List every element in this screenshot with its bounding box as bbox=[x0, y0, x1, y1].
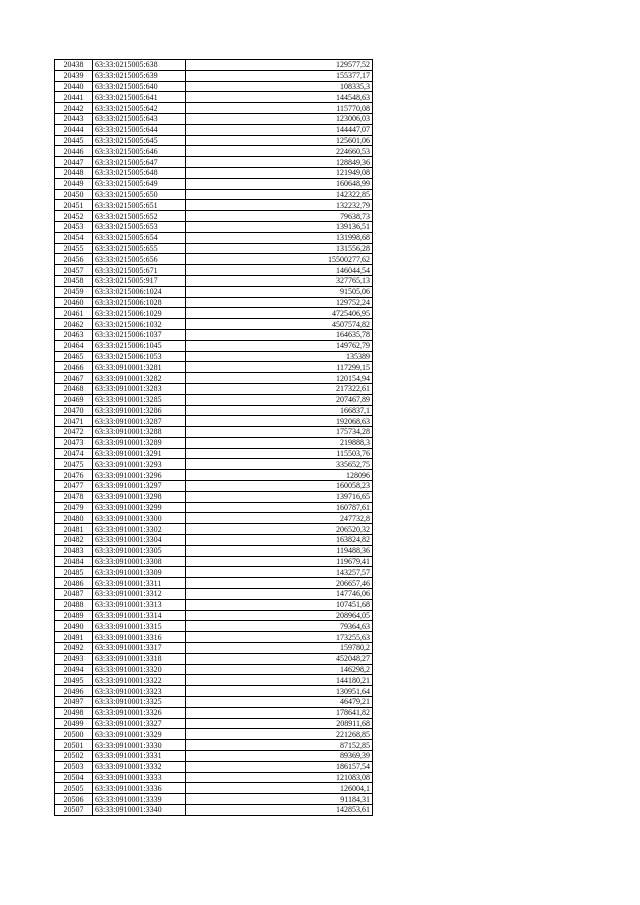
cadastral-value-cell: 131556,28 bbox=[186, 243, 373, 254]
cadastral-number-cell: 63:33:0215005:647 bbox=[93, 157, 186, 168]
cadastral-number-cell: 63:33:0215005:644 bbox=[93, 124, 186, 135]
row-number-cell: 20439 bbox=[55, 70, 93, 81]
cadastral-value-cell: 130951,64 bbox=[186, 686, 373, 697]
row-number-cell: 20496 bbox=[55, 686, 93, 697]
row-number-cell: 20453 bbox=[55, 221, 93, 232]
row-number-cell: 20438 bbox=[55, 60, 93, 71]
row-number-cell: 20474 bbox=[55, 448, 93, 459]
row-number-cell: 20445 bbox=[55, 135, 93, 146]
table-row bbox=[55, 81, 373, 92]
row-number-cell: 20452 bbox=[55, 211, 93, 222]
table-row bbox=[55, 545, 373, 556]
cadastral-value-cell: 159780,2 bbox=[186, 643, 373, 654]
row-number-cell: 20466 bbox=[55, 362, 93, 373]
table-row bbox=[55, 804, 373, 815]
row-number-cell: 20447 bbox=[55, 157, 93, 168]
row-number-cell: 20476 bbox=[55, 470, 93, 481]
cadastral-number-cell: 63:33:0910001:3300 bbox=[93, 513, 186, 524]
table-row bbox=[55, 103, 373, 114]
cadastral-number-cell: 63:33:0910001:3318 bbox=[93, 653, 186, 664]
table-row bbox=[55, 783, 373, 794]
cadastral-value-cell: 126004,1 bbox=[186, 783, 373, 794]
table-row bbox=[55, 761, 373, 772]
cadastral-value-cell: 173255,63 bbox=[186, 632, 373, 643]
cadastral-value-cell: 132232,79 bbox=[186, 200, 373, 211]
cadastral-number-cell: 63:33:0910001:3325 bbox=[93, 697, 186, 708]
row-number-cell: 20490 bbox=[55, 621, 93, 632]
row-number-cell: 20470 bbox=[55, 405, 93, 416]
table-body bbox=[55, 60, 373, 816]
table-row bbox=[55, 308, 373, 319]
cadastral-value-cell: 192068,63 bbox=[186, 416, 373, 427]
table-row bbox=[55, 167, 373, 178]
table-row bbox=[55, 599, 373, 610]
cadastral-number-cell: 63:33:0215006:1029 bbox=[93, 308, 186, 319]
row-number-cell: 20457 bbox=[55, 265, 93, 276]
table-row bbox=[55, 567, 373, 578]
row-number-cell: 20503 bbox=[55, 761, 93, 772]
cadastral-value-cell: 115770,08 bbox=[186, 103, 373, 114]
row-number-cell: 20468 bbox=[55, 383, 93, 394]
cadastral-value-cell: 160648,99 bbox=[186, 178, 373, 189]
cadastral-number-cell: 63:33:0910001:3330 bbox=[93, 740, 186, 751]
table-row bbox=[55, 70, 373, 81]
table-row bbox=[55, 113, 373, 124]
cadastral-value-cell: 115503,76 bbox=[186, 448, 373, 459]
cadastral-value-cell: 147746,06 bbox=[186, 589, 373, 600]
cadastral-value-cell: 121083,08 bbox=[186, 772, 373, 783]
row-number-cell: 20472 bbox=[55, 427, 93, 438]
table-row bbox=[55, 718, 373, 729]
row-number-cell: 20495 bbox=[55, 675, 93, 686]
row-number-cell: 20497 bbox=[55, 697, 93, 708]
cadastral-number-cell: 63:33:0910001:3331 bbox=[93, 751, 186, 762]
cadastral-value-cell: 125601,06 bbox=[186, 135, 373, 146]
table-row bbox=[55, 621, 373, 632]
cadastral-number-cell: 63:33:0215005:646 bbox=[93, 146, 186, 157]
table-row bbox=[55, 340, 373, 351]
table-row bbox=[55, 751, 373, 762]
cadastral-number-cell: 63:33:0910001:3304 bbox=[93, 535, 186, 546]
cadastral-number-cell: 63:33:0215005:917 bbox=[93, 275, 186, 286]
cadastral-value-cell: 142322,85 bbox=[186, 189, 373, 200]
cadastral-value-cell: 186157,54 bbox=[186, 761, 373, 772]
row-number-cell: 20462 bbox=[55, 319, 93, 330]
row-number-cell: 20488 bbox=[55, 599, 93, 610]
cadastral-number-cell: 63:33:0910001:3312 bbox=[93, 589, 186, 600]
row-number-cell: 20467 bbox=[55, 373, 93, 384]
cadastral-number-cell: 63:33:0910001:3305 bbox=[93, 545, 186, 556]
table-row bbox=[55, 610, 373, 621]
row-number-cell: 20451 bbox=[55, 200, 93, 211]
cadastral-value-cell: 121949,08 bbox=[186, 167, 373, 178]
table-row bbox=[55, 707, 373, 718]
table-row bbox=[55, 243, 373, 254]
cadastral-value-cell: 206520,32 bbox=[186, 524, 373, 535]
row-number-cell: 20449 bbox=[55, 178, 93, 189]
cadastral-value-cell: 149762,79 bbox=[186, 340, 373, 351]
cadastral-number-cell: 63:33:0910001:3298 bbox=[93, 491, 186, 502]
cadastral-number-cell: 63:33:0910001:3308 bbox=[93, 556, 186, 567]
row-number-cell: 20500 bbox=[55, 729, 93, 740]
cadastral-value-cell: 129577,52 bbox=[186, 60, 373, 71]
row-number-cell: 20450 bbox=[55, 189, 93, 200]
cadastral-number-cell: 63:33:0215005:652 bbox=[93, 211, 186, 222]
cadastral-number-cell: 63:33:0215005:641 bbox=[93, 92, 186, 103]
table-row bbox=[55, 135, 373, 146]
table-row bbox=[55, 200, 373, 211]
row-number-cell: 20441 bbox=[55, 92, 93, 103]
cadastral-number-cell: 63:33:0215006:1045 bbox=[93, 340, 186, 351]
table-row bbox=[55, 416, 373, 427]
cadastral-number-cell: 63:33:0215005:656 bbox=[93, 254, 186, 265]
cadastral-value-cell: 129752,24 bbox=[186, 297, 373, 308]
cadastral-value-cell: 327765,13 bbox=[186, 275, 373, 286]
cadastral-number-cell: 63:33:0215005:643 bbox=[93, 113, 186, 124]
row-number-cell: 20442 bbox=[55, 103, 93, 114]
cadastral-value-cell: 144180,21 bbox=[186, 675, 373, 686]
row-number-cell: 20494 bbox=[55, 664, 93, 675]
table-row bbox=[55, 729, 373, 740]
cadastral-value-cell: 128096 bbox=[186, 470, 373, 481]
cadastral-value-cell: 146044,54 bbox=[186, 265, 373, 276]
cadastral-value-cell: 139716,65 bbox=[186, 491, 373, 502]
cadastral-number-cell: 63:33:0910001:3333 bbox=[93, 772, 186, 783]
cadastral-number-cell: 63:33:0910001:3320 bbox=[93, 664, 186, 675]
cadastral-value-cell: 208911,68 bbox=[186, 718, 373, 729]
table-row bbox=[55, 394, 373, 405]
table-row bbox=[55, 189, 373, 200]
row-number-cell: 20448 bbox=[55, 167, 93, 178]
table-row bbox=[55, 362, 373, 373]
cadastral-value-cell: 155377,17 bbox=[186, 70, 373, 81]
cadastral-number-cell: 63:33:0215006:1024 bbox=[93, 286, 186, 297]
row-number-cell: 20477 bbox=[55, 481, 93, 492]
cadastral-value-cell: 143257,57 bbox=[186, 567, 373, 578]
cadastral-value-cell: 219888,3 bbox=[186, 437, 373, 448]
table-row bbox=[55, 632, 373, 643]
cadastral-value-cell: 139136,51 bbox=[186, 221, 373, 232]
table-row bbox=[55, 211, 373, 222]
cadastral-value-cell: 15500277,62 bbox=[186, 254, 373, 265]
cadastral-value-cell: 131998,68 bbox=[186, 232, 373, 243]
row-number-cell: 20446 bbox=[55, 146, 93, 157]
row-number-cell: 20487 bbox=[55, 589, 93, 600]
cadastral-number-cell: 63:33:0215006:1028 bbox=[93, 297, 186, 308]
table-row bbox=[55, 265, 373, 276]
cadastral-value-cell: 91505,06 bbox=[186, 286, 373, 297]
table-row bbox=[55, 589, 373, 600]
cadastral-number-cell: 63:33:0910001:3288 bbox=[93, 427, 186, 438]
table-row bbox=[55, 772, 373, 783]
cadastral-value-cell: 160787,61 bbox=[186, 502, 373, 513]
table-row bbox=[55, 351, 373, 362]
row-number-cell: 20469 bbox=[55, 394, 93, 405]
cadastral-value-cell: 178641,82 bbox=[186, 707, 373, 718]
cadastral-value-cell: 79638,73 bbox=[186, 211, 373, 222]
row-number-cell: 20489 bbox=[55, 610, 93, 621]
cadastral-value-cell: 221268,85 bbox=[186, 729, 373, 740]
cadastral-value-cell: 108335,3 bbox=[186, 81, 373, 92]
table-row bbox=[55, 275, 373, 286]
table-row bbox=[55, 664, 373, 675]
row-number-cell: 20482 bbox=[55, 535, 93, 546]
table-row bbox=[55, 329, 373, 340]
cadastral-number-cell: 63:33:0910001:3285 bbox=[93, 394, 186, 405]
table-row bbox=[55, 653, 373, 664]
cadastral-number-cell: 63:33:0910001:3309 bbox=[93, 567, 186, 578]
table-row bbox=[55, 513, 373, 524]
cadastral-number-cell: 63:33:0910001:3316 bbox=[93, 632, 186, 643]
cadastral-value-cell: 207467,89 bbox=[186, 394, 373, 405]
cadastral-value-cell: 135389 bbox=[186, 351, 373, 362]
table-row bbox=[55, 697, 373, 708]
row-number-cell: 20504 bbox=[55, 772, 93, 783]
cadastral-value-cell: 217322,61 bbox=[186, 383, 373, 394]
table-row bbox=[55, 643, 373, 654]
row-number-cell: 20478 bbox=[55, 491, 93, 502]
cadastral-number-cell: 63:33:0910001:3297 bbox=[93, 481, 186, 492]
cadastral-number-cell: 63:33:0215006:1037 bbox=[93, 329, 186, 340]
cadastral-number-cell: 63:33:0910001:3287 bbox=[93, 416, 186, 427]
cadastral-value-cell: 163824,82 bbox=[186, 535, 373, 546]
cadastral-number-cell: 63:33:0215005:671 bbox=[93, 265, 186, 276]
cadastral-value-cell: 247732,8 bbox=[186, 513, 373, 524]
cadastral-number-cell: 63:33:0910001:3299 bbox=[93, 502, 186, 513]
table-row bbox=[55, 373, 373, 384]
table-row bbox=[55, 437, 373, 448]
row-number-cell: 20458 bbox=[55, 275, 93, 286]
cadastral-value-cell: 107451,68 bbox=[186, 599, 373, 610]
row-number-cell: 20463 bbox=[55, 329, 93, 340]
row-number-cell: 20485 bbox=[55, 567, 93, 578]
table-row bbox=[55, 481, 373, 492]
table-row bbox=[55, 491, 373, 502]
row-number-cell: 20506 bbox=[55, 794, 93, 805]
cadastral-value-cell: 89369,39 bbox=[186, 751, 373, 762]
cadastral-number-cell: 63:33:0215005:653 bbox=[93, 221, 186, 232]
cadastral-number-cell: 63:33:0215005:642 bbox=[93, 103, 186, 114]
cadastral-number-cell: 63:33:0910001:3329 bbox=[93, 729, 186, 740]
cadastral-number-cell: 63:33:0215005:645 bbox=[93, 135, 186, 146]
row-number-cell: 20486 bbox=[55, 578, 93, 589]
cadastral-number-cell: 63:33:0910001:3332 bbox=[93, 761, 186, 772]
cadastral-number-cell: 63:33:0910001:3293 bbox=[93, 459, 186, 470]
cadastral-value-cell: 146298,2 bbox=[186, 664, 373, 675]
cadastral-value-cell: 91184,31 bbox=[186, 794, 373, 805]
cadastral-number-cell: 63:33:0910001:3296 bbox=[93, 470, 186, 481]
cadastral-number-cell: 63:33:0910001:3315 bbox=[93, 621, 186, 632]
cadastral-number-cell: 63:33:0910001:3327 bbox=[93, 718, 186, 729]
row-number-cell: 20454 bbox=[55, 232, 93, 243]
cadastral-value-cell: 144548,63 bbox=[186, 92, 373, 103]
cadastral-number-cell: 63:33:0910001:3314 bbox=[93, 610, 186, 621]
cadastral-value-cell: 4507574,82 bbox=[186, 319, 373, 330]
cadastral-number-cell: 63:33:0215006:1032 bbox=[93, 319, 186, 330]
cadastral-number-cell: 63:33:0910001:3291 bbox=[93, 448, 186, 459]
cadastral-value-cell: 166837,1 bbox=[186, 405, 373, 416]
table-row bbox=[55, 427, 373, 438]
cadastral-number-cell: 63:33:0910001:3317 bbox=[93, 643, 186, 654]
cadastral-number-cell: 63:33:0910001:3322 bbox=[93, 675, 186, 686]
table-row bbox=[55, 297, 373, 308]
table-row bbox=[55, 470, 373, 481]
table-row bbox=[55, 60, 373, 71]
table-row bbox=[55, 675, 373, 686]
row-number-cell: 20505 bbox=[55, 783, 93, 794]
table-row bbox=[55, 556, 373, 567]
cadastral-number-cell: 63:33:0910001:3281 bbox=[93, 362, 186, 373]
table-row bbox=[55, 178, 373, 189]
row-number-cell: 20460 bbox=[55, 297, 93, 308]
row-number-cell: 20473 bbox=[55, 437, 93, 448]
table-row bbox=[55, 286, 373, 297]
cadastral-number-cell: 63:33:0910001:3286 bbox=[93, 405, 186, 416]
table-row bbox=[55, 502, 373, 513]
row-number-cell: 20479 bbox=[55, 502, 93, 513]
table-row bbox=[55, 92, 373, 103]
cadastral-value-cell: 119488,36 bbox=[186, 545, 373, 556]
table-row bbox=[55, 319, 373, 330]
cadastral-value-cell: 4725406,95 bbox=[186, 308, 373, 319]
row-number-cell: 20465 bbox=[55, 351, 93, 362]
cadastral-number-cell: 63:33:0910001:3323 bbox=[93, 686, 186, 697]
row-number-cell: 20492 bbox=[55, 643, 93, 654]
cadastral-number-cell: 63:33:0910001:3313 bbox=[93, 599, 186, 610]
cadastral-value-cell: 123006,03 bbox=[186, 113, 373, 124]
cadastral-number-cell: 63:33:0910001:3282 bbox=[93, 373, 186, 384]
cadastral-value-cell: 142853,61 bbox=[186, 804, 373, 815]
row-number-cell: 20491 bbox=[55, 632, 93, 643]
cadastral-number-cell: 63:33:0215005:651 bbox=[93, 200, 186, 211]
row-number-cell: 20498 bbox=[55, 707, 93, 718]
table-row bbox=[55, 794, 373, 805]
cadastral-number-cell: 63:33:0910001:3289 bbox=[93, 437, 186, 448]
row-number-cell: 20455 bbox=[55, 243, 93, 254]
cadastral-value-cell: 128849,36 bbox=[186, 157, 373, 168]
row-number-cell: 20464 bbox=[55, 340, 93, 351]
cadastral-value-cell: 120154,94 bbox=[186, 373, 373, 384]
row-number-cell: 20475 bbox=[55, 459, 93, 470]
table-row bbox=[55, 146, 373, 157]
cadastral-value-cell: 117299,15 bbox=[186, 362, 373, 373]
table-row bbox=[55, 448, 373, 459]
table-row bbox=[55, 535, 373, 546]
cadastral-value-cell: 87152,85 bbox=[186, 740, 373, 751]
cadastral-number-cell: 63:33:0215005:650 bbox=[93, 189, 186, 200]
row-number-cell: 20480 bbox=[55, 513, 93, 524]
cadastral-number-cell: 63:33:0910001:3283 bbox=[93, 383, 186, 394]
cadastral-number-cell: 63:33:0215005:648 bbox=[93, 167, 186, 178]
cadastral-value-cell: 144447,07 bbox=[186, 124, 373, 135]
cadastral-value-cell: 335652,75 bbox=[186, 459, 373, 470]
cadastral-number-cell: 63:33:0910001:3311 bbox=[93, 578, 186, 589]
cadastral-value-cell: 206657,46 bbox=[186, 578, 373, 589]
table-row bbox=[55, 124, 373, 135]
cadastral-value-cell: 208964,05 bbox=[186, 610, 373, 621]
row-number-cell: 20461 bbox=[55, 308, 93, 319]
cadastral-number-cell: 63:33:0215005:649 bbox=[93, 178, 186, 189]
row-number-cell: 20502 bbox=[55, 751, 93, 762]
cadastral-value-cell: 224660,53 bbox=[186, 146, 373, 157]
row-number-cell: 20443 bbox=[55, 113, 93, 124]
row-number-cell: 20481 bbox=[55, 524, 93, 535]
row-number-cell: 20499 bbox=[55, 718, 93, 729]
cadastral-number-cell: 63:33:0215006:1053 bbox=[93, 351, 186, 362]
table-row bbox=[55, 578, 373, 589]
table-row bbox=[55, 740, 373, 751]
row-number-cell: 20471 bbox=[55, 416, 93, 427]
cadastral-value-cell: 175734,28 bbox=[186, 427, 373, 438]
cadastral-value-cell: 164635,78 bbox=[186, 329, 373, 340]
cadastral-number-cell: 63:33:0910001:3340 bbox=[93, 804, 186, 815]
cadastral-value-cell: 46479,21 bbox=[186, 697, 373, 708]
row-number-cell: 20483 bbox=[55, 545, 93, 556]
table-row bbox=[55, 524, 373, 535]
cadastral-number-cell: 63:33:0215005:639 bbox=[93, 70, 186, 81]
cadastral-value-cell: 119679,41 bbox=[186, 556, 373, 567]
row-number-cell: 20484 bbox=[55, 556, 93, 567]
cadastral-value-cell: 452048,27 bbox=[186, 653, 373, 664]
cadastral-number-cell: 63:33:0215005:655 bbox=[93, 243, 186, 254]
table-row bbox=[55, 232, 373, 243]
cadastral-number-cell: 63:33:0215005:640 bbox=[93, 81, 186, 92]
row-number-cell: 20493 bbox=[55, 653, 93, 664]
cadastral-number-cell: 63:33:0215005:654 bbox=[93, 232, 186, 243]
cadastral-number-cell: 63:33:0910001:3302 bbox=[93, 524, 186, 535]
row-number-cell: 20501 bbox=[55, 740, 93, 751]
table-row bbox=[55, 405, 373, 416]
row-number-cell: 20507 bbox=[55, 804, 93, 815]
cadastral-value-cell: 160058,23 bbox=[186, 481, 373, 492]
cadastral-number-cell: 63:33:0910001:3336 bbox=[93, 783, 186, 794]
cadastral-number-cell: 63:33:0215005:638 bbox=[93, 60, 186, 71]
row-number-cell: 20459 bbox=[55, 286, 93, 297]
cadastral-value-table bbox=[54, 59, 373, 816]
table-row bbox=[55, 221, 373, 232]
table-row bbox=[55, 686, 373, 697]
table-row bbox=[55, 459, 373, 470]
cadastral-number-cell: 63:33:0910001:3326 bbox=[93, 707, 186, 718]
row-number-cell: 20444 bbox=[55, 124, 93, 135]
table-row bbox=[55, 254, 373, 265]
row-number-cell: 20456 bbox=[55, 254, 93, 265]
row-number-cell: 20440 bbox=[55, 81, 93, 92]
table-row bbox=[55, 157, 373, 168]
table-row bbox=[55, 383, 373, 394]
cadastral-value-cell: 79364,63 bbox=[186, 621, 373, 632]
cadastral-number-cell: 63:33:0910001:3339 bbox=[93, 794, 186, 805]
